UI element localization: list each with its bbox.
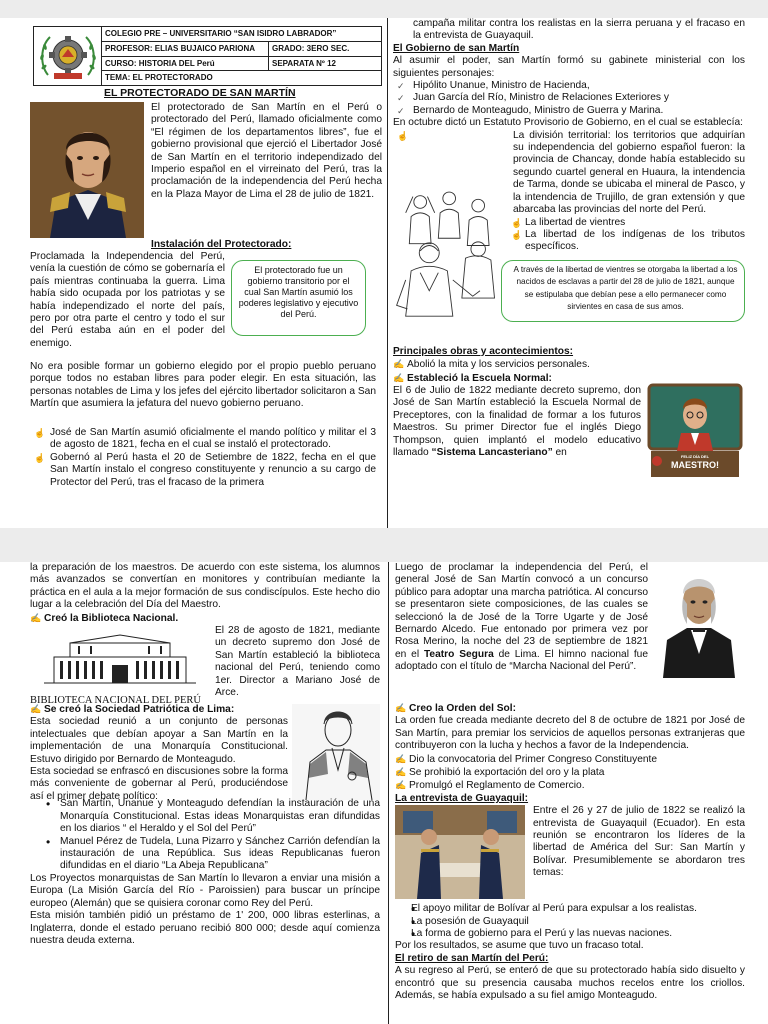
escuela-normal-paragraph: El 6 de Julio de 1822 mediante decreto supremo, don José de San Martín estableció la Escuela Normal de Preceptores, con la finalidad de formar a los futuros Maestros. Su primer Director fue el inglés Diego Thompson, quien implantó el modelo educativo llamado “Sistema Lancasteriano” en: [393, 384, 641, 458]
san-martin-portrait: [30, 102, 144, 238]
slaves-illustration: [393, 180, 509, 330]
government-heading: El Gobierno de san Martín: [393, 42, 520, 54]
bullet-icon: ☝: [397, 130, 409, 141]
national-library-drawing: [30, 631, 210, 707]
list-item: ✓ Juan García del Río, Ministro de Relaciones Exteriores y: [397, 92, 669, 104]
monteagudo-portrait: [292, 704, 380, 800]
list-item: ✍ Promulgó el Reglamento de Comercio.: [395, 780, 585, 792]
results-text: Por los resultados, se asume que tuvo un fracaso total.: [395, 940, 644, 952]
library-block: [30, 625, 380, 707]
work-item-2: ✍ Estableció la Escuela Normal:: [393, 372, 552, 384]
statute-item-2: ☝ La libertad de vientres: [511, 216, 626, 228]
page-title: EL PROTECTORADO DE SAN MARTÍN: [104, 87, 296, 99]
society-paragraph-2: Esta sociedad se enfrascó en discusiones sobre la forma más conveniente de gobernar al Perú, produciéndose así el primer debate político:: [30, 766, 288, 802]
column-divider: [388, 562, 389, 1024]
topics-list: [395, 903, 745, 940]
course-row: [102, 57, 382, 72]
acts-list: [395, 753, 745, 793]
hand-icon: ✍: [393, 359, 405, 370]
bullet-icon: ☝: [34, 428, 46, 438]
hand-icon: ✍: [395, 703, 407, 713]
list-item: • San Martín, Unanue y Monteagudo defendían la instauración de una Monarquía Constitucional. Estas ideas Monarquistas eran difundidas en los diarios “ el Heraldo y el Sol del Perú”: [30, 798, 380, 835]
page1-left-column: [30, 18, 382, 528]
list-item: ✓ Hipólito Unanue, Ministro de Hacienda,: [397, 80, 590, 92]
anthem-paragraph: Luego de proclamar la independencia del Perú, el general José de San Martín convocó a un concurso público para adoptar una marcha patriótica. Al concurso se presentaron siete composiciones, de las cuales se seleccionó la de José de la Torre Ugarte y de José Bernardo Alcedo. Fue entonado por primera vez por Rosa Merino, la noche del 23 de septiembre de 1821 en el Teatro Segura de Lima. El himno nacional fue adoptado con el título de “Marcha Nacional del Perú”.: [395, 562, 648, 673]
society-paragraph: Esta sociedad reunió a un conjunto de personas intelectuales que debían apoyar a San Martín en la implementación de una Monarquía Constitucional. Estuvo dirigido por Bernardo de Monteagudo.: [30, 716, 288, 765]
statute-item-3: ☝ La libertad de los indígenas de los tributos específicos.: [511, 228, 745, 253]
library-caption: BIBLIOTECA NACIONAL DEL PERÚ: [30, 695, 202, 707]
page-2: [0, 562, 768, 1024]
bullet-icon: ☝: [34, 452, 46, 463]
teacher-name: PROFESOR: ELIAS BUJAICO PARIONA: [105, 43, 256, 53]
list-item: • La forma de gobierno para el Perú y las nuevas naciones.: [395, 928, 745, 940]
sun-order-heading: ✍ Creo la Orden del Sol:: [395, 703, 516, 714]
list-item: ✍ Dio la convocatoria del Primer Congreso Constituyente: [395, 753, 658, 765]
lancaster-continuation: la preparación de los maestros. De acuerdo con este sistema, los alumnos más avanzados se convertían en monitores y contribuían mediante la práctica en el aula a la mejor formación de sus condiscípulos. Este hecho dio lugar a la celebración del Día del Maestro.: [30, 562, 380, 611]
guayaquil-block: [395, 805, 745, 903]
header-table: [33, 26, 382, 86]
bullet-icon: ☝: [511, 229, 523, 240]
installation-heading: Instalación del Protectorado:: [151, 239, 292, 250]
anthem-block: [395, 562, 745, 702]
loan-paragraph: Esta misión también pidió un préstamo de 1' 200, 000 libras esterlinas, a Inglaterra, donde el estado peruano recibió 800 000; desde aquí comienza nuestra deuda externa.: [30, 910, 380, 946]
escuela-normal-block: [393, 384, 745, 470]
statute-item-1: ☝ La división territorial: los territorios que adquirían su independencia del gobierno español fueron: la provincia de Chancay, donde había establecido su segundo cuartel general en Huaura, la intendencia de Tarma, donde se ubicaba el mineral de Pasco, y la intendencia de Trujillo, de gran extensión y que abarcaba las provincias del norte del Perú.: [393, 130, 745, 217]
statute-block: [393, 130, 745, 322]
board-main-label: MAESTRO!: [671, 459, 719, 470]
statute-paragraph: En octubre dictó un Estatuto Provisorio de Gobierno, en el cual se establecía:: [393, 117, 743, 129]
continuation-text: campaña militar contra los realistas en la sierra peruana y el fracaso en la entrevista de Guayaquil.: [413, 18, 745, 42]
retreat-paragraph: A su regreso al Perú, se enteró de que su protectorado había sido disuelto y encontró que su presencia causaba muchos recelos entre los criollos. Además, se había expulsado a su fiel amigo Monteagudo.: [395, 965, 745, 1002]
hand-icon: ✍: [395, 753, 407, 764]
hand-icon: ✍: [30, 612, 42, 623]
sun-order-paragraph: La orden fue creada mediante decreto del 8 de octubre de 1821 por José de San Martín, para premiar los servicios de aquellos personas extranjeras que contribuyeron con la lucha y hechos a favor de la Independencia.: [395, 715, 745, 752]
paragraph-2: No era posible formar un gobierno elegido por el propio pueblo peruano porque todos no estaban libres para poder elegir. En esta situación, las personas notables de Lima y los jefes del ejército libertador solicitaron a San Martín que asumiera la jefatura del nuevo gobierno peruano.: [30, 361, 377, 410]
check-icon: ✓: [397, 81, 405, 92]
installation-paragraph: Proclamada la Independencia del Perú, venía la cuestión de cómo se gobernaría el país mientras continuaba la guerra. Lima había sido ocupada por los patriotas y se había independizado el norte del país, pero por otra parte el centro y todo el sur del Perú estaba aún en el poder del enemigo.: [30, 251, 225, 349]
list-item: • El apoyo militar de Bolívar al Perú para expulsar a los realistas.: [395, 903, 745, 915]
government-paragraph: Al asumir el poder, san Martín formó su gabinete ministerial con los siguientes personajes:: [393, 55, 745, 79]
page2-right-column: [395, 562, 745, 1024]
school-logo: [34, 27, 102, 86]
list-item: ☝ Gobernó al Perú hasta el 20 de Setiembre de 1822, fecha en el que San Martín instalo el congreso constituyente y renuncio a su cargo de Protector del Perú, tras el fracaso de la primera: [34, 451, 376, 488]
course-name: CURSO: HISTORIA DEL Perú: [105, 58, 215, 68]
guayaquil-heading: La entrevista de Guayaquil:: [395, 792, 529, 804]
ministers-list: [393, 80, 745, 117]
page1-right-column: [393, 18, 745, 528]
guayaquil-painting: [395, 805, 525, 899]
society-block: [30, 716, 380, 802]
hand-icon: ✍: [395, 780, 407, 791]
statute-items-wrap: [393, 130, 745, 322]
list-item: ✍ Se prohibió la exportación del oro y la plata: [395, 767, 605, 779]
retreat-heading: El retiro de san Martín del Perú:: [395, 952, 549, 964]
hand-icon: ✍: [395, 767, 407, 778]
list-item: ✓ Bernardo de Monteagudo, Ministro de Guerra y Marina.: [397, 104, 664, 116]
teacher-illustration: [647, 383, 743, 483]
hand-icon: ✍: [30, 704, 42, 715]
list-item: • Manuel Pérez de Tudela, Luna Pizarro y Sánchez Carrión defendían la instauración de una República. Sus ideas Republicanas fueron difundidas en el diario “La Abeja Republicana”: [30, 836, 380, 873]
grade-label: GRADO: 3ERO SEC.: [268, 42, 349, 56]
debate-list: [30, 798, 380, 872]
school-name: COLEGIO PRE – UNIVERSITARIO “SAN ISIDRO LABRADOR”: [102, 27, 382, 42]
board-small-label: FELIZ DÍA DEL: [680, 453, 710, 459]
alcedo-portrait: [653, 566, 745, 678]
board-label: [655, 454, 735, 471]
list-item: • La posesión de Guayaquil: [395, 916, 745, 928]
sheet-number: SEPARATA Nº 12: [268, 57, 336, 71]
page-1: [0, 18, 768, 528]
bullet-icon: ☝: [511, 217, 523, 228]
list-item: ☝ José de San Martín asumió oficialmente el mando político y militar el 3 de agosto de 1821, fecha en el cual se instaló el protectorado.: [34, 427, 376, 451]
work-item-1: ✍ Abolió la mita y los servicios personales.: [393, 359, 590, 371]
guayaquil-paragraph: Entre el 26 y 27 de julio de 1822 se realizó la entrevista de Guayaquil (Ecuador). En esta reunión se encontraron los líderes de la libertad de América del Sur: San Martín y Bolívar. Presumiblemente se abordaron tres temas:: [533, 805, 745, 879]
intro-paragraph: El protectorado de San Martín en el Perú o protectorado del Perú, llamado oficialmente como “El régimen de los departamentos libres”, fue el gobierno provisional que ejerció el Libertador José de San Martín en el territorio independizado del Imperio español en el virreinato del Perú, tras la proclamación de la independencia del Perú hecha en la Plaza Mayor de Lima el 28 de julio de 1821.: [151, 102, 382, 200]
hand-icon: ✍: [393, 372, 405, 383]
works-heading: Principales obras y acontecimientos:: [393, 345, 574, 357]
check-icon: ✓: [397, 105, 405, 116]
society-heading: ✍ Se creó la Sociedad Patriótica de Lima:: [30, 704, 235, 716]
protectorate-callout: El protectorado fue un gobierno transitorio por el cual San Martín asumió los poderes legislativo y ejecutivo del Perú.: [231, 260, 366, 336]
topic-row: TEMA: EL PROTECTORADO: [105, 73, 213, 83]
mission-paragraph: Los Proyectos monarquistas de San Martín lo llevaron a enviar una misión a Europa (La Misión García del Río - Paroissien) para buscar un príncipe europeo (Alemán) que se quisiera coronar como Rey del Perú.: [30, 872, 380, 909]
teacher-row: [102, 42, 382, 57]
library-heading: ✍ Creó la Biblioteca Nacional.: [30, 612, 179, 624]
check-icon: ✓: [397, 93, 405, 104]
events-list: [30, 427, 376, 489]
vientres-callout: A través de la libertad de vientres se otorgaba la libertad a los nacidos de esclavas a partir del 28 de julio de 1821, aunque se estipulaba que debían pese a ello permanecer como sirvientes en casa de sus amos.: [501, 260, 745, 322]
column-divider: [387, 18, 388, 528]
library-paragraph: El 28 de agosto de 1821, mediante un decreto supremo don José de San Martín estableció la biblioteca nacional del Perú, teniendo como 1er. Director a Mariano José de Arce.: [215, 625, 380, 699]
page2-left-column: [30, 562, 380, 1024]
